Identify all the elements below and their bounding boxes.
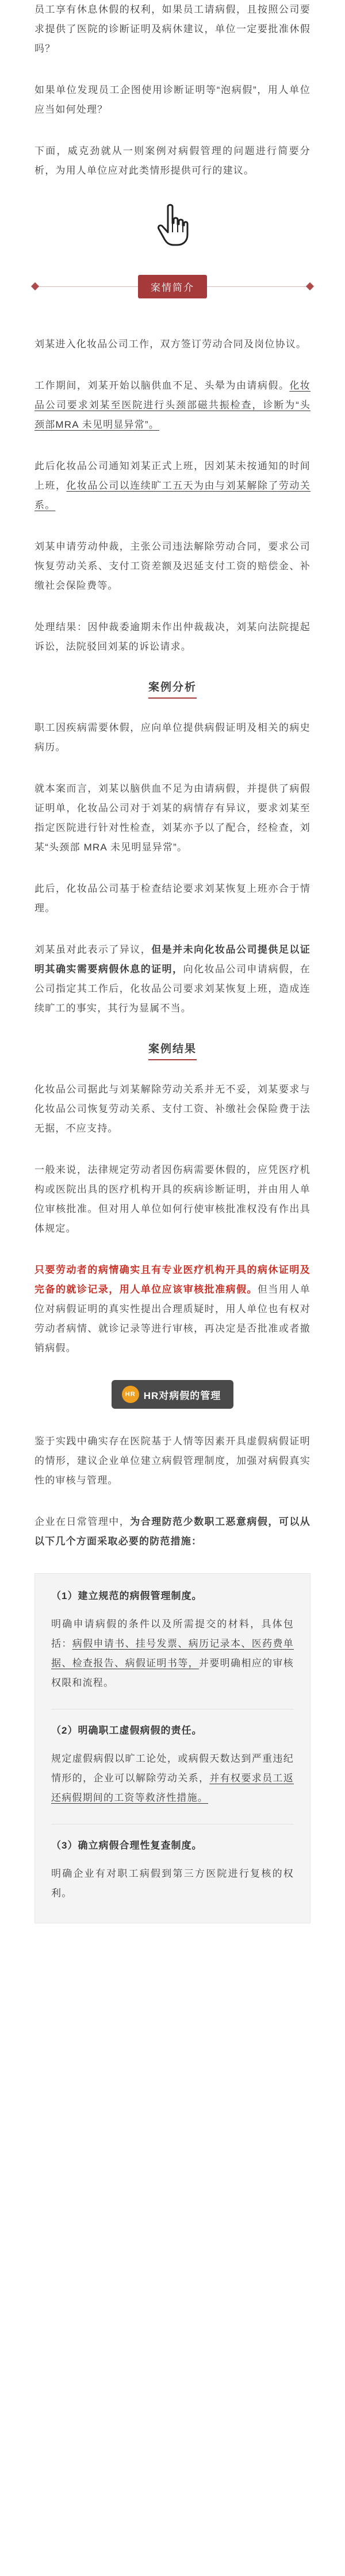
measure-1-title: （1）建立规范的病假管理制度。 xyxy=(51,1590,202,1601)
intro-paragraph-3: 下面，威克劲就从一则案例对病假管理的问题进行简要分析，为用人单位应对此类情形提供可行的建议。 xyxy=(34,145,310,176)
analysis-paragraph-4: 刘某虽对此表示了异议，但是并未向化妆品公司提供足以证明其确实需要病假休息的证明，向化妆品公司申请病假，在公司指定其工作后，化妆品公司要求刘某恢复上班，造成连续旷工的事实，其行为显属不当。 xyxy=(34,944,311,1014)
measure-3-title: （3）确立病假合理性复查制度。 xyxy=(51,1840,202,1851)
measure-3-text: 明确企业有对职工病假到第三方医院进行复核的权利。 xyxy=(51,1868,294,1899)
case-paragraph-4: 刘某申请劳动仲裁，主张公司违法解除劳动合同，要求公司恢复劳动关系、支付工资差额及迟延支付工资的赔偿金、补缴社会保险费等。 xyxy=(34,541,310,591)
section-title-case-intro: 案情简介 xyxy=(138,275,207,298)
case-paragraph-2: 工作期间，刘某开始以脑供血不足、头晕为由请病假。化妆品公司要求刘某至医院进行头颈部磁共振检查，诊断为“头颈部MRA 未见明显异常”。 xyxy=(34,380,310,430)
section-title-hr: HR对病假的管理 xyxy=(143,1390,221,1401)
hr-paragraph-1: 鉴于实践中确实存在医院基于人情等因素开具虚假病假证明的情形，建议企业单位建立病假管理制度，加强对病假真实性的审核与管理。 xyxy=(34,1436,310,1486)
hr-badge-icon: HR xyxy=(122,1386,139,1403)
case-paragraph-5: 处理结果：因仲裁委逾期未作出仲裁裁决，刘某向法院提起诉讼，法院驳回刘某的诉讼请求。 xyxy=(34,622,310,652)
intro-paragraph-1: 员工享有休息休假的权利，如果员工请病假，且按照公司要求提供了医院的诊断证明及病休建议，单位一定要批准休假吗？ xyxy=(34,4,310,54)
intro-paragraph-2: 如果单位发现员工企图使用诊断证明等“泡病假”，用人单位应当如何处理？ xyxy=(34,85,310,115)
section-title-result: 案例结果 xyxy=(0,1040,345,1060)
general-paragraph-2: 只要劳动者的病情确实且有专业医疗机构开具的病休证明及完备的就诊记录，用人单位应该审核批准病假。但当用人单位对病假证明的真实性提出合理质疑时，用人单位也有权对劳动者病情、就诊记录等进行审核，再决定是否批准或者撤销病假。 xyxy=(34,1264,311,1354)
analysis-paragraph-3: 此后，化妆品公司基于检查结论要求刘某恢复上班亦合于情理。 xyxy=(34,883,310,914)
case-paragraph-1: 刘某进入化妆品公司工作，双方签订劳动合同及岗位协议。 xyxy=(34,339,307,350)
section-badge-hr xyxy=(0,1380,345,1409)
measure-2-text: 规定虚假病假以旷工论处，或病假天数达到严重违纪情形的，企业可以解除劳动关系，并有权要求员工返还病假期间的工资等救济性措施。 xyxy=(51,1753,294,1803)
measure-1-text: 明确申请病假的条件以及所需提交的材料，具体包括：病假申请书、挂号发票、病历记录本、医药费单据、检查报告、病假证明书等，并要明确相应的审核权限和流程。 xyxy=(51,1619,294,1688)
hand-pointer-icon xyxy=(0,202,345,260)
result-paragraph-1: 化妆品公司据此与刘某解除劳动关系并无不妥，刘某要求与化妆品公司恢复劳动关系、支付工资、补缴社会保险费于法无据，不应支持。 xyxy=(34,1084,310,1134)
analysis-paragraph-2: 就本案而言，刘某以脑供血不足为由请病假，并提供了病假证明单，化妆品公司对于刘某的病情存有异议，要求刘某至指定医院进行针对性检查，刘某亦予以了配合，经检查，刘某“头颈部 MRA 未见明显异常”。 xyxy=(34,783,310,853)
measure-2-title: （2）明确职工虚假病假的责任。 xyxy=(51,1725,202,1736)
analysis-paragraph-1: 职工因疾病需要休假，应向单位提供病假证明及相关的病史病历。 xyxy=(34,722,310,753)
general-paragraph-1: 一般来说，法律规定劳动者因伤病需要休假的，应凭医疗机构或医院出具的医疗机构开具的疾病诊断证明，并由用人单位审核批准。但对用人单位如何行使审核批准权没有作出具体规定。 xyxy=(34,1164,310,1234)
section-banner-case-intro xyxy=(0,271,345,301)
section-title-analysis: 案例分析 xyxy=(0,678,345,699)
case-paragraph-3: 此后化妆品公司通知刘某正式上班，因刘某未按通知的时间上班，化妆品公司以连续旷工五天为由与刘某解除了劳动关系。 xyxy=(34,461,310,511)
measures-card xyxy=(34,1573,310,1923)
hr-paragraph-2: 企业在日常管理中，为合理防范少数职工恶意病假，可以从以下几个方面采取必要的防范措施： xyxy=(34,1516,310,1547)
